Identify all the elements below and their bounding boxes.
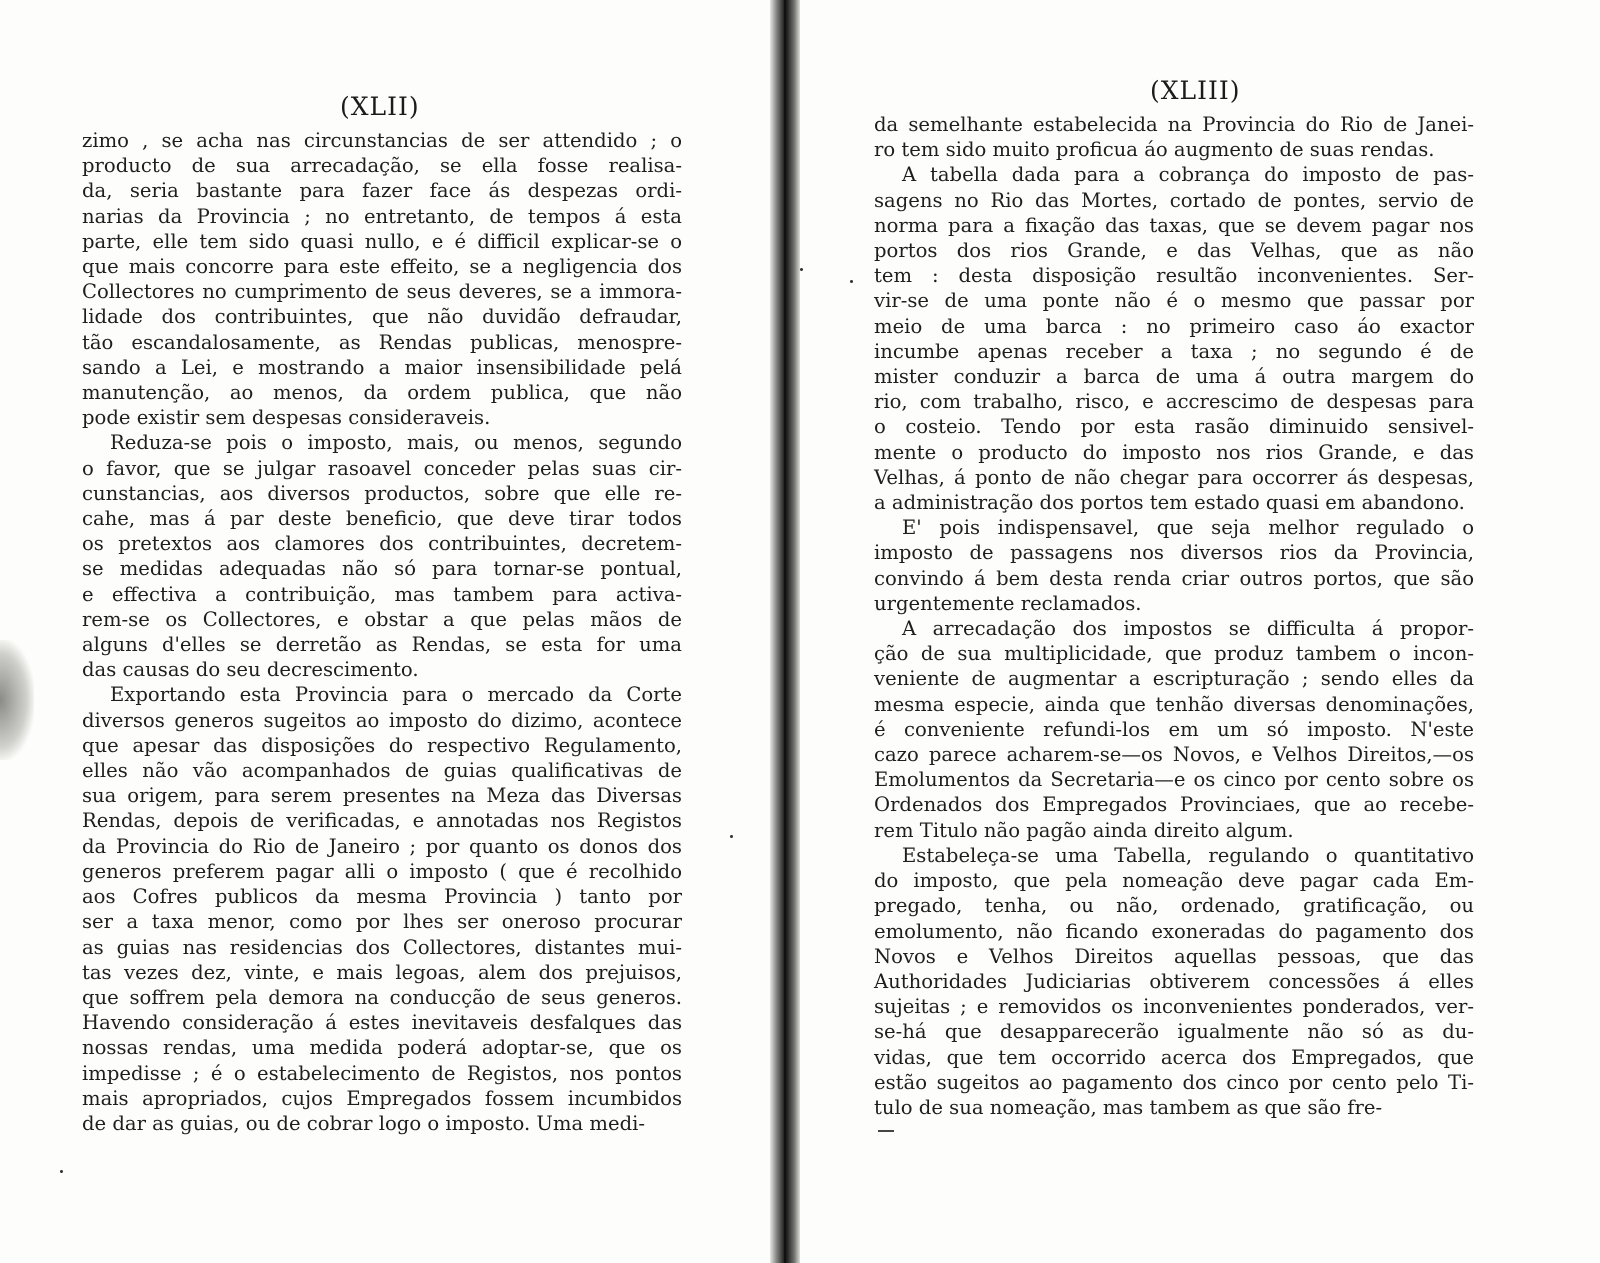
text-line: cahe, mas á par deste beneficio, que deve tirar todos: [82, 507, 682, 531]
text-line: urgentemente reclamados.: [874, 591, 1142, 615]
text-line: tas vezes dez, vinte, e mais legoas, alem dos prejuisos,: [82, 960, 682, 984]
text-line: Novos e Velhos Direitos aquellas pessoas, que das: [874, 944, 1474, 968]
text-line: cunstancias, aos diversos productos, sobre que elle re-: [82, 481, 682, 505]
text-line: Authoridades Judiciarias obtiverem concessões á elles: [874, 969, 1474, 993]
text-line: se medidas adequadas não só para tornar-se pontual,: [82, 557, 682, 581]
text-line: a administração dos portos tem estado quasi em abandono.: [874, 491, 1465, 515]
text-line: generos preferem pagar alli o imposto ( que é recolhido: [82, 859, 682, 883]
footer-dash: [878, 1130, 894, 1132]
text-line: se-há que desapparecerão igualmente não só as du-: [874, 1020, 1474, 1044]
text-line: mais apropriados, cujos Empregados fossem incumbidos: [82, 1086, 682, 1110]
text-line: ser a taxa menor, como por lhes ser oneroso procurar: [82, 910, 682, 934]
text-line: e effectiva a contribuição, mas tambem para activa-: [82, 582, 682, 606]
right-page: [800, 0, 1600, 1263]
text-line: mente o producto do imposto nos rios Grande, e das: [874, 440, 1474, 464]
text-line: de dar as guias, ou de cobrar logo o imposto. Uma medi-: [82, 1111, 646, 1135]
text-line: imposto de passagens nos diversos rios da Provincia,: [874, 541, 1474, 565]
text-line: manutenção, ao menos, da ordem publica, que não: [82, 381, 682, 405]
text-line: aos Cofres publicos da mesma Provincia ) tanto por: [82, 885, 682, 909]
ink-speck: [730, 835, 733, 838]
text-line: vidas, que tem occorrido acerca dos Empregados, que: [874, 1045, 1474, 1069]
text-line: nossas rendas, uma medida poderá adoptar-se, que os: [82, 1036, 682, 1060]
text-line: alguns d'elles se derretão as Rendas, se esta for uma: [82, 633, 682, 657]
text-line: tão escandalosamente, as Rendas publicas, menospre-: [82, 330, 682, 354]
text-line: pode existir sem despesas consideraveis.: [82, 406, 491, 430]
text-line: Emolumentos da Secretaria—e os cinco por cento sobre os: [874, 768, 1474, 792]
text-line: A tabella dada para a cobrança do imposto de pas-: [902, 163, 1474, 187]
text-line: que mais concorre para este effeito, se a negligencia dos: [82, 255, 682, 279]
text-line: sua origem, para serem presentes na Meza das Diversas: [82, 784, 682, 808]
text-line: as guias nas residencias dos Collectores, distantes mui-: [82, 935, 682, 959]
text-line: tem : desta disposição resultão inconvenientes. Ser-: [874, 264, 1474, 288]
text-line: pregado, tenha, ou não, ordenado, gratificação, ou: [874, 894, 1474, 918]
text-line: norma para a fixação das taxas, que se devem pagar nos: [874, 213, 1474, 237]
text-line: meio de uma barca : no primeiro caso áo exactor: [874, 314, 1474, 338]
text-line: da Provincia do Rio de Janeiro ; por quanto os donos dos: [82, 834, 682, 858]
text-line: da, seria bastante para fazer face ás despezas ordi-: [82, 179, 682, 203]
text-line: producto de sua arrecadação, se ella fosse realisa-: [82, 154, 682, 178]
text-line: das causas do seu decrescimento.: [82, 658, 419, 682]
text-line: do imposto, que pela nomeação deve pagar cada Em-: [874, 869, 1474, 893]
text-line: lidade dos contribuintes, que não duvidão defraudar,: [82, 305, 682, 329]
text-line: rem-se os Collectores, e obstar a que pelas mãos de: [82, 607, 682, 631]
text-line: veniente de augmentar a escripturação ; sendo elles da: [874, 667, 1474, 691]
text-line: sujeitas ; e removidos os inconvenientes ponderados, ver-: [874, 995, 1474, 1019]
ink-speck: [850, 280, 853, 283]
text-line: Velhas, á ponto de não chegar para occorrer ás despesas,: [874, 465, 1474, 489]
text-line: ro tem sido muito proficua áo augmento de suas rendas.: [874, 138, 1435, 162]
right-page-text: [874, 112, 1474, 1120]
text-line: rio, com trabalho, risco, e accrescimo de despesas para: [874, 390, 1474, 414]
text-line: Estabeleça-se uma Tabella, regulando o quantitativo: [902, 843, 1474, 867]
left-page-text: [82, 128, 682, 1136]
text-line: parte, elle tem sido quasi nullo, e é difficil explicar-se o: [82, 229, 682, 253]
book-gutter: [770, 0, 800, 1263]
text-line: incumbe apenas receber a taxa ; no segundo é de: [874, 339, 1474, 363]
text-line: Reduza-se pois o imposto, mais, ou menos, segundo: [110, 431, 682, 455]
text-line: vir-se de uma ponte não é o mesmo que passar por: [874, 289, 1474, 313]
text-line: Havendo consideração á estes inevitaveis desfalques das: [82, 1011, 682, 1035]
text-line: da semelhante estabelecida na Provincia do Rio de Janei-: [874, 113, 1474, 136]
text-line: é conveniente refundi-los em um só imposto. N'este: [874, 717, 1474, 741]
text-line: sando a Lei, e mostrando a maior insensibilidade pelá: [82, 355, 682, 379]
right-page-number: (XLIII): [1150, 76, 1241, 105]
text-line: narias da Provincia ; no entretanto, de tempos á esta: [82, 204, 682, 228]
text-line: cazo parece acharem-se—os Novos, e Velhos Direitos,—os: [874, 743, 1474, 767]
text-line: o favor, que se julgar rasoavel conceder pelas suas cir-: [82, 456, 682, 480]
text-line: Ordenados dos Empregados Provinciaes, que ao recebe-: [874, 793, 1474, 817]
gutter-fold-line: [784, 0, 786, 1263]
text-line: emolumento, não ficando exoneradas do pagamento dos: [874, 919, 1474, 943]
text-line: que apesar das disposições do respectivo Regulamento,: [82, 733, 682, 757]
ink-speck: [800, 268, 803, 271]
text-line: tulo de sua nomeação, mas tambem as que são fre-: [874, 1095, 1383, 1119]
text-line: sagens no Rio das Mortes, cortado de pontes, servio de: [874, 188, 1474, 212]
text-line: rem Titulo não pagão ainda direito algum.: [874, 818, 1294, 842]
text-line: portos dos rios Grande, e das Velhas, que as não: [874, 239, 1474, 263]
text-line: E' pois indispensavel, que seja melhor regulado o: [902, 516, 1474, 540]
text-line: zimo , se acha nas circunstancias de ser attendido ; o: [82, 129, 682, 152]
page-edge-stain: [0, 640, 34, 760]
text-line: os pretextos aos clamores dos contribuintes, decretem-: [82, 532, 682, 556]
left-page: [0, 0, 770, 1263]
text-line: Rendas, depois de verificadas, e annotadas nos Registos: [82, 809, 682, 833]
text-line: Collectores no cumprimento de seus deveres, se a immora-: [82, 280, 682, 304]
left-page-number: (XLII): [340, 92, 420, 121]
text-line: que soffrem pela demora na conducção de seus generos.: [82, 985, 682, 1009]
text-line: ção de sua multiplicidade, que produz tambem o incon-: [874, 642, 1474, 666]
text-line: A arrecadação dos impostos se difficulta á propor-: [902, 617, 1474, 641]
text-line: estão sugeitos ao pagamento dos cinco por cento pelo Ti-: [874, 1070, 1474, 1094]
text-line: o costeio. Tendo por esta rasão diminuido sensivel-: [874, 415, 1474, 439]
text-line: Exportando esta Provincia para o mercado da Corte: [110, 683, 682, 707]
ink-speck: [60, 1170, 63, 1173]
text-line: convindo á bem desta renda criar outros portos, que são: [874, 566, 1474, 590]
text-line: mesma especie, ainda que tenhão diversas denominações,: [874, 692, 1474, 716]
text-line: impedisse ; é o estabelecimento de Registos, nos pontos: [82, 1061, 682, 1085]
text-line: mister conduzir a barca de uma á outra margem do: [874, 365, 1474, 389]
text-line: diversos generos sugeitos ao imposto do dizimo, acontece: [82, 708, 682, 732]
text-line: elles não vão acompanhados de guias qualificativas de: [82, 759, 682, 783]
